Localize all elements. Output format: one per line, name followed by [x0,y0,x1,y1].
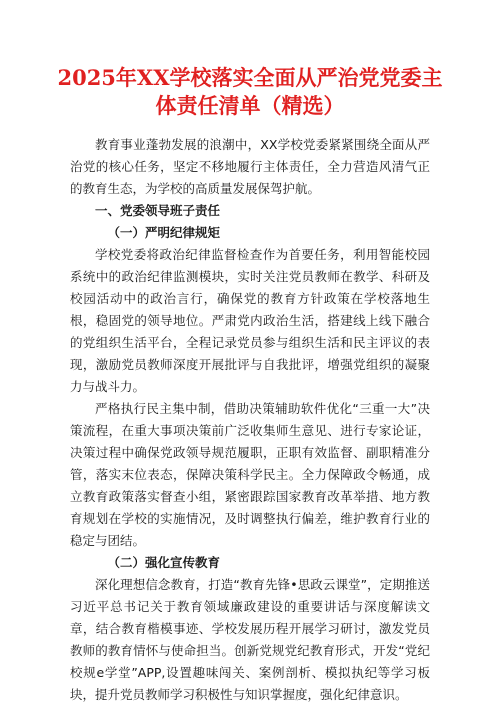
section-heading: 一、党委领导班子责任 [95,203,221,218]
document-title: 2025年XX学校落实全面从严治党党委主体责任清单（精选） [57,65,443,118]
intro-paragraph: 教育事业蓬勃发展的浪潮中，XX学校党委紧紧围绕全面从严治党的核心任务，坚定不移地履行主体责任，全力营造风清气正的教育生态，为学校的高质量发展保驾护航。 [70,137,430,196]
body-paragraph: 学校党委将政治纪律监督检查作为首要任务，利用智能校园系统中的政治纪律监测模块，实时关注党员教师在教学、科研及校园活动中的政治言行，确保党的教育方针政策在学校落地生根，稳固党的领导地位。严肃党内政治生活，搭建线上线下融合的党组织生活平台，全程记录党员参与组织生活和民主评议的表现，激励党员教师深度开展批评与自我批评，增强党组织的凝聚力与战斗力。 [70,247,430,394]
subsection-heading: （一）严明纪律规矩 [107,225,221,240]
body-paragraph: 深化理想信念教育，打造“教育先锋•思政云课堂”，定期推送习近平总书记关于教育领域廉政建设的重要讲话与深度解读文章，结合教育楷模事迹、学校发展历程开展学习研讨，激发党员教师的教育情怀与使命担当。创新党规党纪教育形式，开发“党纪校规e学堂”APP,设置趣味闯关、案例剖析、模拟执纪等学习板块，提升党员教师学习积极性与知识掌握度，强化纪律意识。 [70,577,430,702]
subsection-heading: （二）强化宣传教育 [107,555,221,570]
document-body [70,134,430,706]
body-paragraph: 严格执行民主集中制，借助决策辅助软件优化“三重一大”决策流程，在重大事项决策前广泛收集师生意见、进行专家论证，决策过程中确保党政领导规范履职，正职有效监督、副职精准分管，落实末位表态，保障决策科学民主。全力保障政令畅通，成立教育政策落实督查小组，紧密跟踪国家教育改革举措、地方教育规划在学校的实施情况，及时调整执行偏差，维护教育行业的稳定与团结。 [70,401,430,548]
